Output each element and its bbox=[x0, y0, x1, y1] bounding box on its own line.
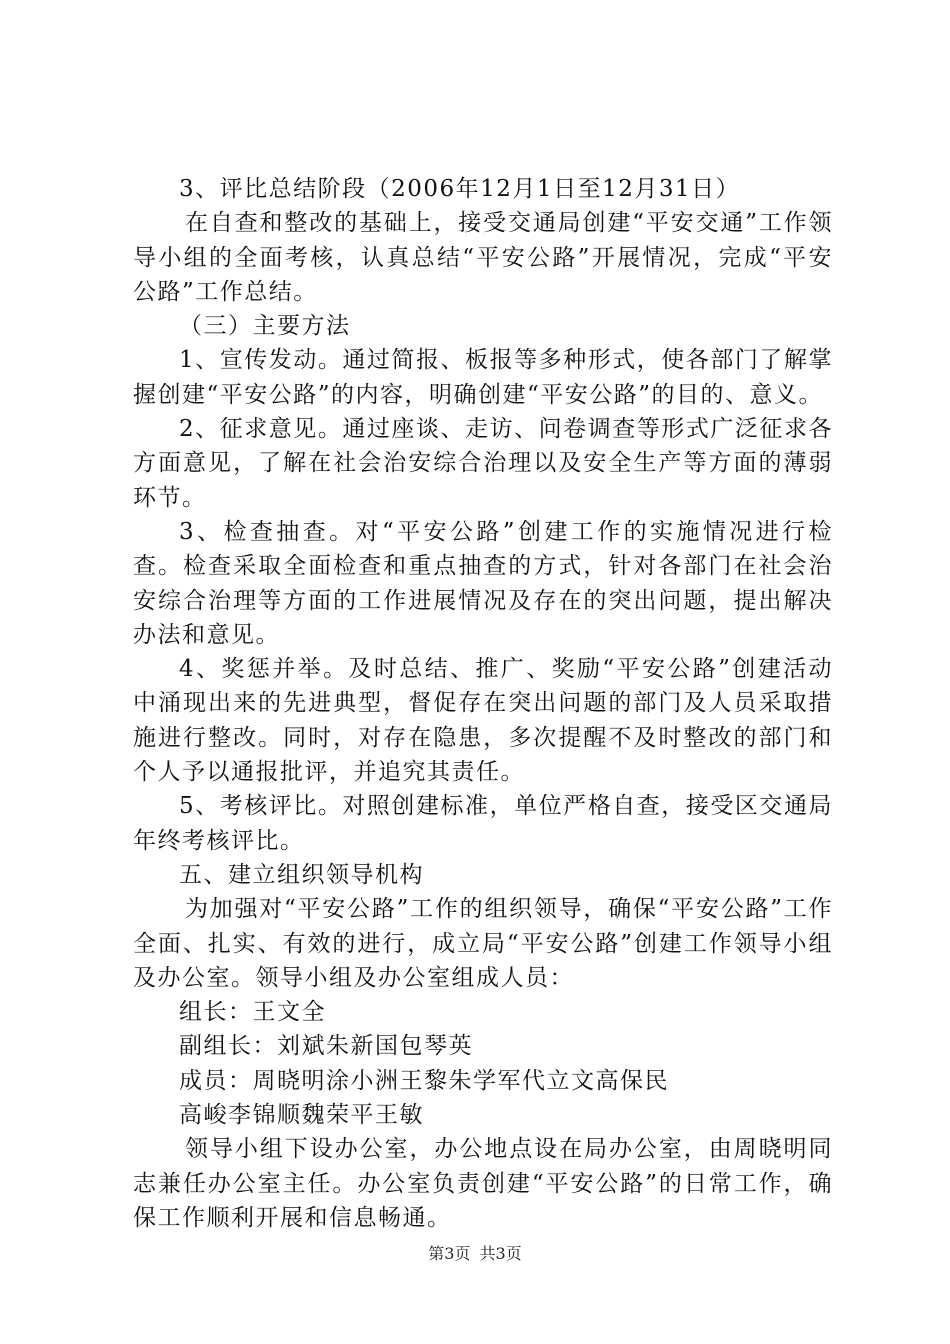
paragraph-method-rewards: 4、奖惩并举。及时总结、推广、奖励“平安公路”创建活动中涌现出来的先进典型，督促存在突出问题的部门及人员采取措施进行整改。同时，对存在隐患，多次提醒不及时整改的部门和个人予以通报批评，并追究其责任。 bbox=[133, 656, 833, 786]
paragraph-organization-intro: 为加强对“平安公路”工作的组织领导，确保“平安公路”工作全面、扎实、有效的进行，成立局“平安公路”创建工作领导小组及办公室。领导小组及办公室组成人员： bbox=[133, 896, 833, 991]
member-list-continued: 高峻李锦顺魏荣平王敏 bbox=[179, 1102, 424, 1129]
paragraph-office-duties: 领导小组下设办公室，办公地点设在局办公室，由周晓明同志兼任办公室主任。办公室负责创建“平安公路”的日常工作，确保工作顺利开展和信息畅通。 bbox=[133, 1136, 833, 1231]
heading-main-methods: （三）主要方法 bbox=[179, 313, 351, 340]
member-leader: 组长：王文全 bbox=[179, 999, 326, 1026]
paragraph-evaluation-phase: 3、评比总结阶段（2006年12月1日至12月31日） bbox=[179, 176, 741, 202]
paragraph-method-publicity: 1、宣传发动。通过简报、板报等多种形式，使各部门了解掌握创建“平安公路”的内容，明确创建“平安公路”的目的、意义。 bbox=[133, 347, 833, 408]
page-footer bbox=[0, 1244, 950, 1264]
member-deputy-leaders: 副组长：刘斌朱新国包琴英 bbox=[179, 1033, 473, 1060]
paragraph-evaluation-detail: 在自查和整改的基础上，接受交通局创建“平安交通”工作领导小组的全面考核，认真总结“平安公路”开展情况，完成“平安公路”工作总结。 bbox=[133, 210, 833, 305]
page-number: 第3页 bbox=[428, 1244, 471, 1263]
heading-organization: 五、建立组织领导机构 bbox=[179, 861, 424, 888]
page-total: 共3页 bbox=[479, 1244, 522, 1263]
member-list: 成员：周晓明涂小洲王黎朱学军代立文高保民 bbox=[179, 1067, 669, 1094]
paragraph-method-opinions: 2、征求意见。通过座谈、走访、问卷调查等形式广泛征求各方面意见，了解在社会治安综合治理以及安全生产等方面的薄弱环节。 bbox=[133, 416, 833, 511]
paragraph-method-assessment: 5、考核评比。对照创建标准，单位严格自查，接受区交通局年终考核评比。 bbox=[133, 793, 833, 854]
paragraph-method-inspection: 3、检查抽查。对“平安公路”创建工作的实施情况进行检查。检查采取全面检查和重点抽查的方式，针对各部门在社会治安综合治理等方面的工作进展情况及存在的突出问题，提出解决办法和意见。 bbox=[133, 518, 833, 648]
document-body bbox=[133, 172, 833, 1235]
